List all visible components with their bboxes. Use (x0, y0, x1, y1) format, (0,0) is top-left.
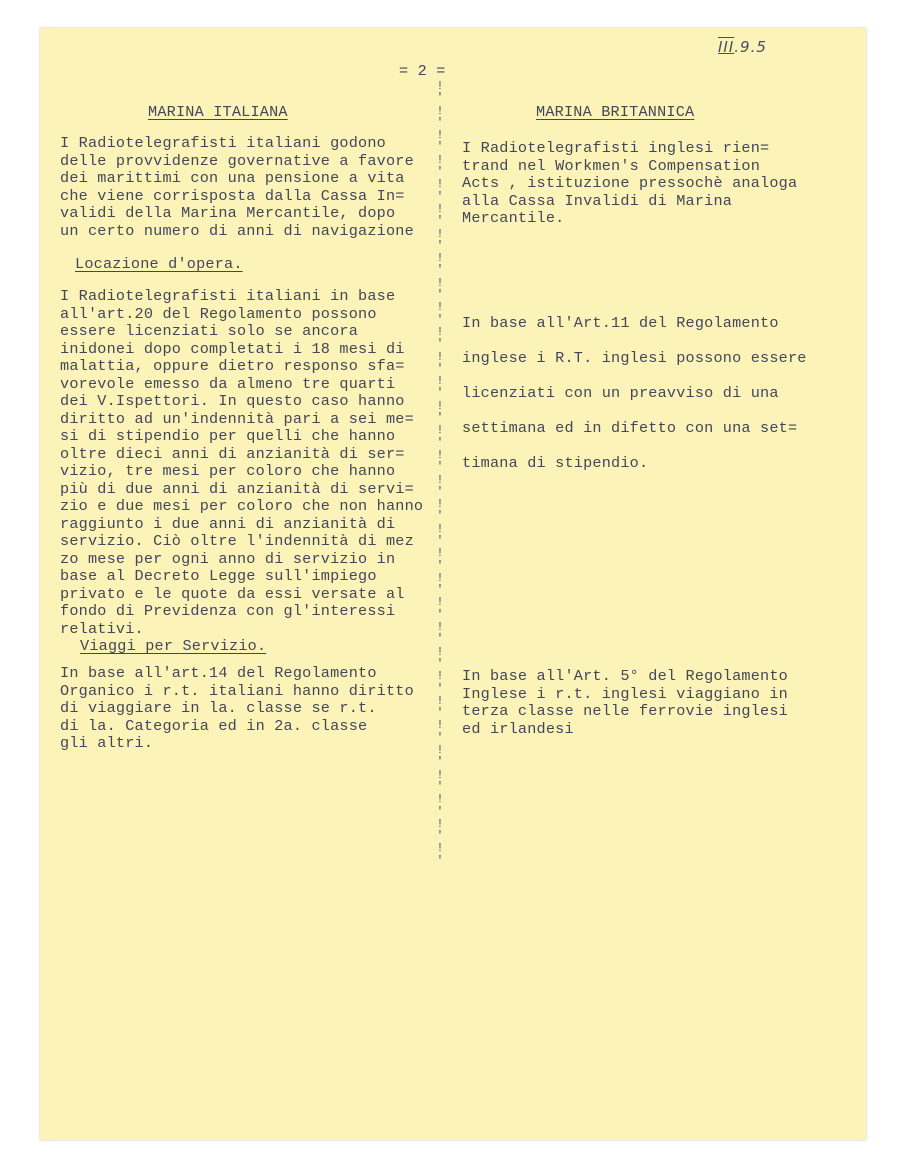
divider-mark: ' (436, 435, 444, 450)
divider-mark: ! (436, 226, 444, 241)
divider-mark: ! (436, 669, 444, 684)
right-viaggi-line: In base all'Art. 5° del Regolamento (462, 667, 788, 685)
right-viaggi-line: ed irlandesi (462, 719, 574, 738)
left-locazione-paragraph (60, 288, 423, 638)
left-viaggi-paragraph (60, 665, 414, 753)
divider-mark: ! (436, 497, 444, 512)
divider-mark: ! (436, 743, 444, 758)
left-locazione-line: all'art.20 del Regolamento possono (60, 304, 377, 323)
left-locazione-line: relativi. (60, 619, 144, 638)
divider-mark: ! (436, 841, 444, 856)
left-locazione-line: vorevole emesso da almeno tre quarti (60, 374, 396, 393)
left-locazione-line: dei V.Ispettori. In questo caso hanno (60, 392, 405, 410)
divider-mark: ' (436, 238, 444, 253)
left-intro-line: delle provvidenze governative a favore (60, 151, 414, 170)
left-locazione-line: servizio. Ciò oltre l'indennità di mez (60, 532, 414, 550)
divider-mark: ' (436, 312, 444, 327)
right-intro-line: trand nel Workmen's Compensation (462, 156, 761, 175)
divider-mark: ! (436, 103, 444, 118)
left-locazione-line: vizio, tre mesi per coloro che hanno (60, 462, 396, 480)
divider-mark: ' (436, 583, 444, 598)
divider-mark: ' (436, 509, 444, 524)
left-viaggi-line: Organico i r.t. italiani hanno diritto (60, 681, 414, 700)
left-viaggi-line: di la. Categoria ed in 2a. classe (60, 716, 368, 735)
left-locazione-line: privato e le quote da essi versate al (60, 584, 405, 603)
column-divider (432, 80, 448, 880)
right-viaggi-paragraph (462, 668, 788, 738)
divider-mark: ' (436, 804, 444, 819)
left-locazione-line: raggiunto i due anni di anzianità di (60, 514, 396, 533)
left-intro-line: I Radiotelegrafisti italiani godono (60, 134, 386, 152)
divider-mark: ' (436, 607, 444, 622)
divider-mark: ! (436, 816, 444, 831)
divider-mark: ' (436, 140, 444, 155)
left-intro-paragraph (60, 135, 414, 240)
divider-mark: ' (436, 853, 444, 868)
divider-mark: ' (436, 460, 444, 475)
left-locazione-line: oltre dieci anni di anzianità di ser= (60, 444, 405, 463)
left-intro-line: validi della Marina Mercantile, dopo (60, 204, 396, 222)
right-viaggi-line: Inglese i r.t. inglesi viaggiano in (462, 684, 788, 703)
divider-mark: ' (436, 656, 444, 671)
right-intro-line: Mercantile. (462, 209, 565, 227)
divider-mark: ' (436, 829, 444, 844)
divider-mark: ' (436, 214, 444, 229)
left-locazione-line: zio e due mesi per coloro che non hanno (60, 497, 424, 515)
left-locazione-line: malattia, oppure dietro responso sfa= (60, 357, 405, 375)
right-intro-line: Acts , istituzione pressochè analoga (462, 174, 798, 192)
divider-mark: ! (436, 472, 444, 487)
divider-mark: ' (436, 779, 444, 794)
divider-mark: ' (436, 484, 444, 499)
left-locazione-line: inidonei dopo completati i 18 mesi di (60, 339, 405, 358)
divider-mark: ! (436, 546, 444, 561)
left-intro-line: un certo numero di anni di navigazione (60, 221, 414, 240)
divider-mark: ! (436, 620, 444, 635)
left-locazione-line: essere licenziati solo se ancora (60, 322, 359, 340)
left-locazione-line: si di stipendio per quelli che hanno (60, 427, 396, 445)
divider-mark: ' (436, 706, 444, 721)
divider-mark: ' (436, 411, 444, 426)
divider-mark: ! (436, 79, 444, 93)
divider-mark: ! (436, 177, 444, 192)
right-licenziamento-line: inglese i R.T. inglesi possono essere (462, 349, 807, 367)
right-licenziamento-line: settimana ed in difetto con una set= (462, 419, 798, 437)
divider-mark: ! (436, 349, 444, 364)
divider-mark: ! (436, 693, 444, 708)
left-locazione-line: zo mese per ogni anno di servizio in (60, 549, 396, 568)
right-licenziamento-paragraph (462, 306, 807, 481)
divider-mark: ! (436, 152, 444, 167)
divider-mark: ' (436, 681, 444, 696)
left-heading: MARINA ITALIANA (148, 103, 288, 121)
divider-mark: ! (436, 644, 444, 659)
divider-mark: ' (436, 91, 444, 106)
left-locazione-line: base al Decreto Legge sull'impiego (60, 567, 377, 585)
right-intro-line: I Radiotelegrafisti inglesi rien= (462, 139, 770, 157)
divider-mark: ! (436, 251, 444, 266)
divider-mark: ! (436, 570, 444, 585)
divider-mark: ! (436, 767, 444, 782)
left-locazione-line: I Radiotelegrafisti italiani in base (60, 287, 396, 305)
divider-mark: ! (436, 201, 444, 216)
right-heading: MARINA BRITANNICA (536, 103, 695, 121)
right-licenziamento-line: licenziati con un preavviso di una (462, 384, 779, 402)
divider-mark: ! (436, 423, 444, 438)
left-viaggi-line: gli altri. (60, 734, 154, 752)
divider-mark: ! (436, 595, 444, 610)
right-viaggi-line: terza classe nelle ferrovie inglesi (462, 702, 788, 720)
divider-mark: ! (436, 447, 444, 462)
divider-mark: ! (436, 324, 444, 339)
left-viaggi-line: In base all'art.14 del Regolamento (60, 664, 377, 682)
divider-mark: ! (436, 374, 444, 389)
divider-mark: ' (436, 288, 444, 303)
divider-mark: ' (436, 165, 444, 180)
left-locazione-line: fondo di Previdenza con gl'interessi (60, 602, 396, 620)
divider-mark: ' (436, 189, 444, 204)
divider-mark: ! (436, 128, 444, 143)
divider-mark: ' (436, 558, 444, 573)
archive-mark-roman: III (718, 38, 735, 56)
left-viaggi-line: di viaggiare in la. classe se r.t. (60, 699, 377, 717)
divider-mark: ! (436, 792, 444, 807)
divider-mark: ' (436, 115, 444, 130)
left-intro-line: che viene corrisposta dalla Cassa In= (60, 186, 405, 205)
divider-mark: ! (436, 718, 444, 733)
divider-mark: ' (436, 386, 444, 401)
left-locazione-line: diritto ad un'indennità pari a sei me= (60, 409, 414, 428)
divider-mark: ' (436, 263, 444, 278)
archive-mark (718, 38, 767, 56)
left-subheading-locazione: Locazione d'opera. (75, 255, 243, 273)
left-intro-line: dei marittimi con una pensione a vita (60, 169, 405, 187)
divider-mark: ' (436, 730, 444, 745)
divider-mark: ' (436, 361, 444, 376)
divider-mark: ! (436, 398, 444, 413)
divider-mark: ' (436, 533, 444, 548)
divider-mark: ! (436, 275, 444, 290)
right-intro-paragraph (462, 140, 797, 228)
right-intro-line: alla Cassa Invalidi di Marina (462, 191, 733, 210)
left-subheading-viaggi: Viaggi per Servizio. (80, 637, 267, 655)
divider-mark: ' (436, 632, 444, 647)
page-number: = 2 = (399, 62, 446, 80)
left-locazione-line: più di due anni di anzianità di servi= (60, 479, 414, 498)
right-licenziamento-line: In base all'Art.11 del Regolamento (462, 314, 779, 332)
divider-mark: ' (436, 755, 444, 770)
right-licenziamento-line: timana di stipendio. (462, 454, 649, 472)
archive-mark-number: .9.5 (734, 38, 767, 56)
divider-mark: ! (436, 521, 444, 536)
divider-mark: ! (436, 300, 444, 315)
divider-mark: ' (436, 337, 444, 352)
